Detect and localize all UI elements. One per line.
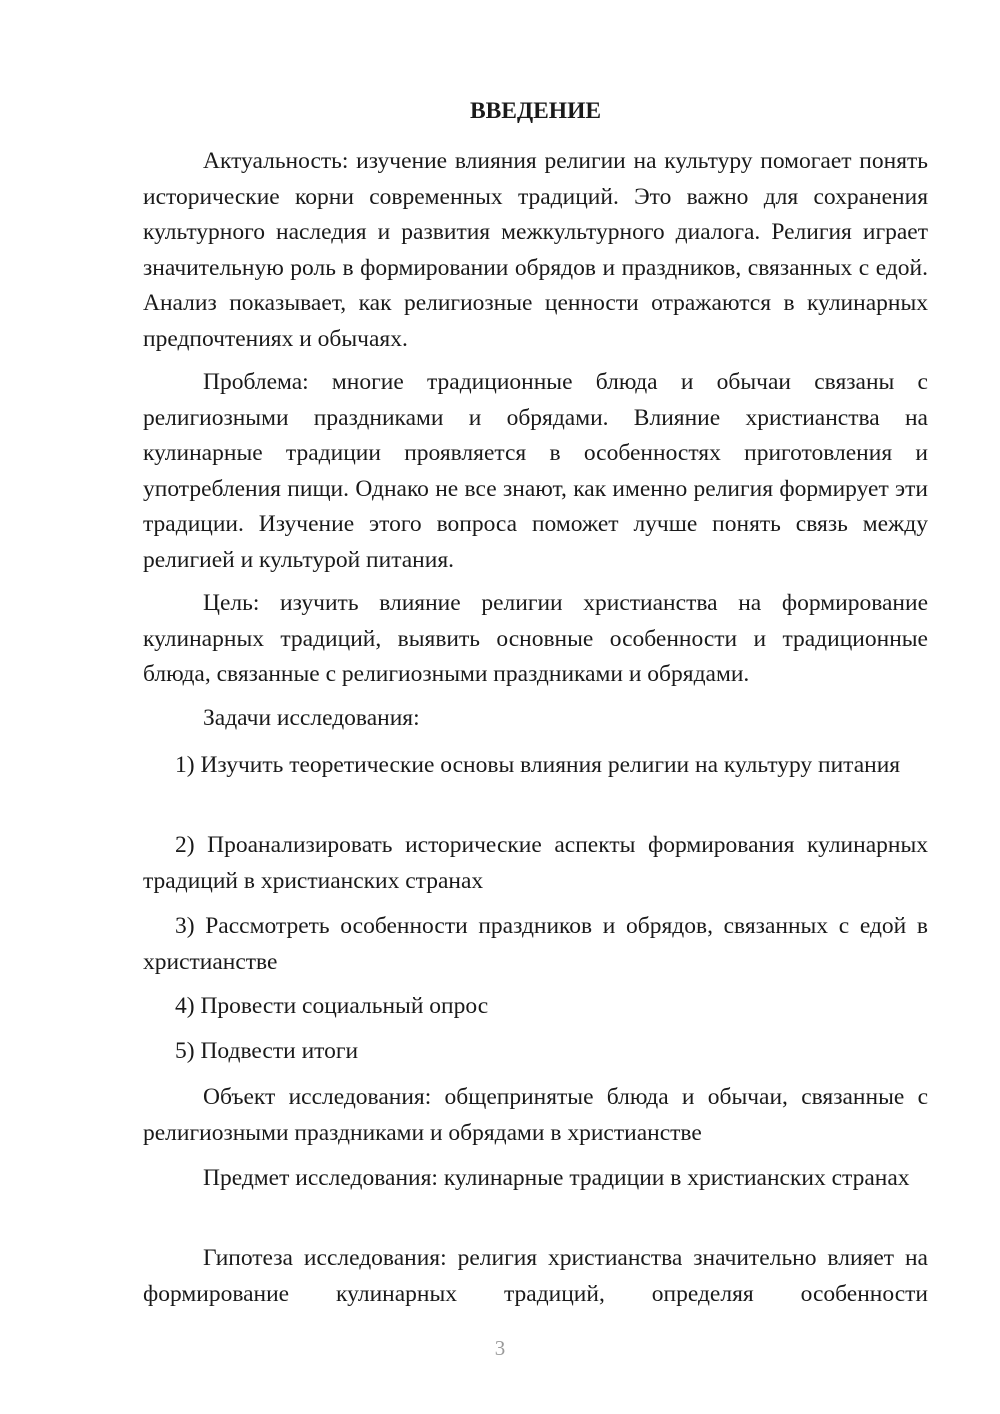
task-item: 3) Рассмотреть особенности праздников и обрядов, связанных с едой в христианстве (143, 913, 928, 975)
page-number: 3 (494, 1336, 506, 1360)
hypothesis-paragraph: Гипотеза исследования: религия христианства значительно влияет на формирование кулинарных традиций, определяя особенности (143, 1245, 928, 1307)
task-item: 1) Изучить теоретические основы влияния религии на культуру питания (175, 752, 901, 778)
task-item: 2) Проанализировать исторические аспекты формирования кулинарных традиций в христианских странах (143, 832, 928, 894)
subject-paragraph: Предмет исследования: кулинарные традиции в христианских странах (203, 1165, 910, 1191)
object-paragraph: Объект исследования: общепринятые блюда и обычаи, связанные с религиозными праздниками и обрядами в христианстве (143, 1084, 928, 1146)
relevance-paragraph: Актуальность: изучение влияния религии на культуру помогает понять исторические корни современных традиций. Это важно для сохранения культурного наследия и развития межкультурного диалога. Религия играет значительную роль в формировании обрядов и праздников, связанных с едой. Анализ показывает, как религиозные ценности отражаются в кулинарных предпочтениях и обычаях. (143, 148, 928, 352)
task-item: 5) Подвести итоги (175, 1038, 359, 1064)
section-title: ВВЕДЕНИЕ (469, 98, 602, 124)
goal-paragraph: Цель: изучить влияние религии христианства на формирование кулинарных традиций, выявить основные особенности и традиционные блюда, связанные с религиозными праздниками и обрядами. (143, 590, 928, 687)
task-item: 4) Провести социальный опрос (175, 993, 489, 1019)
problem-paragraph: Проблема: многие традиционные блюда и обычаи связаны с религиозными праздниками и обрядами. Влияние христианства на кулинарные традиции проявляется в особенностях приготовления и употребления пищи. Однако не все знают, как именно религия формирует эти традиции. Изучение этого вопроса поможет лучше понять связь между религией и культурой питания. (143, 369, 928, 573)
tasks-heading: Задачи исследования: (203, 705, 420, 731)
